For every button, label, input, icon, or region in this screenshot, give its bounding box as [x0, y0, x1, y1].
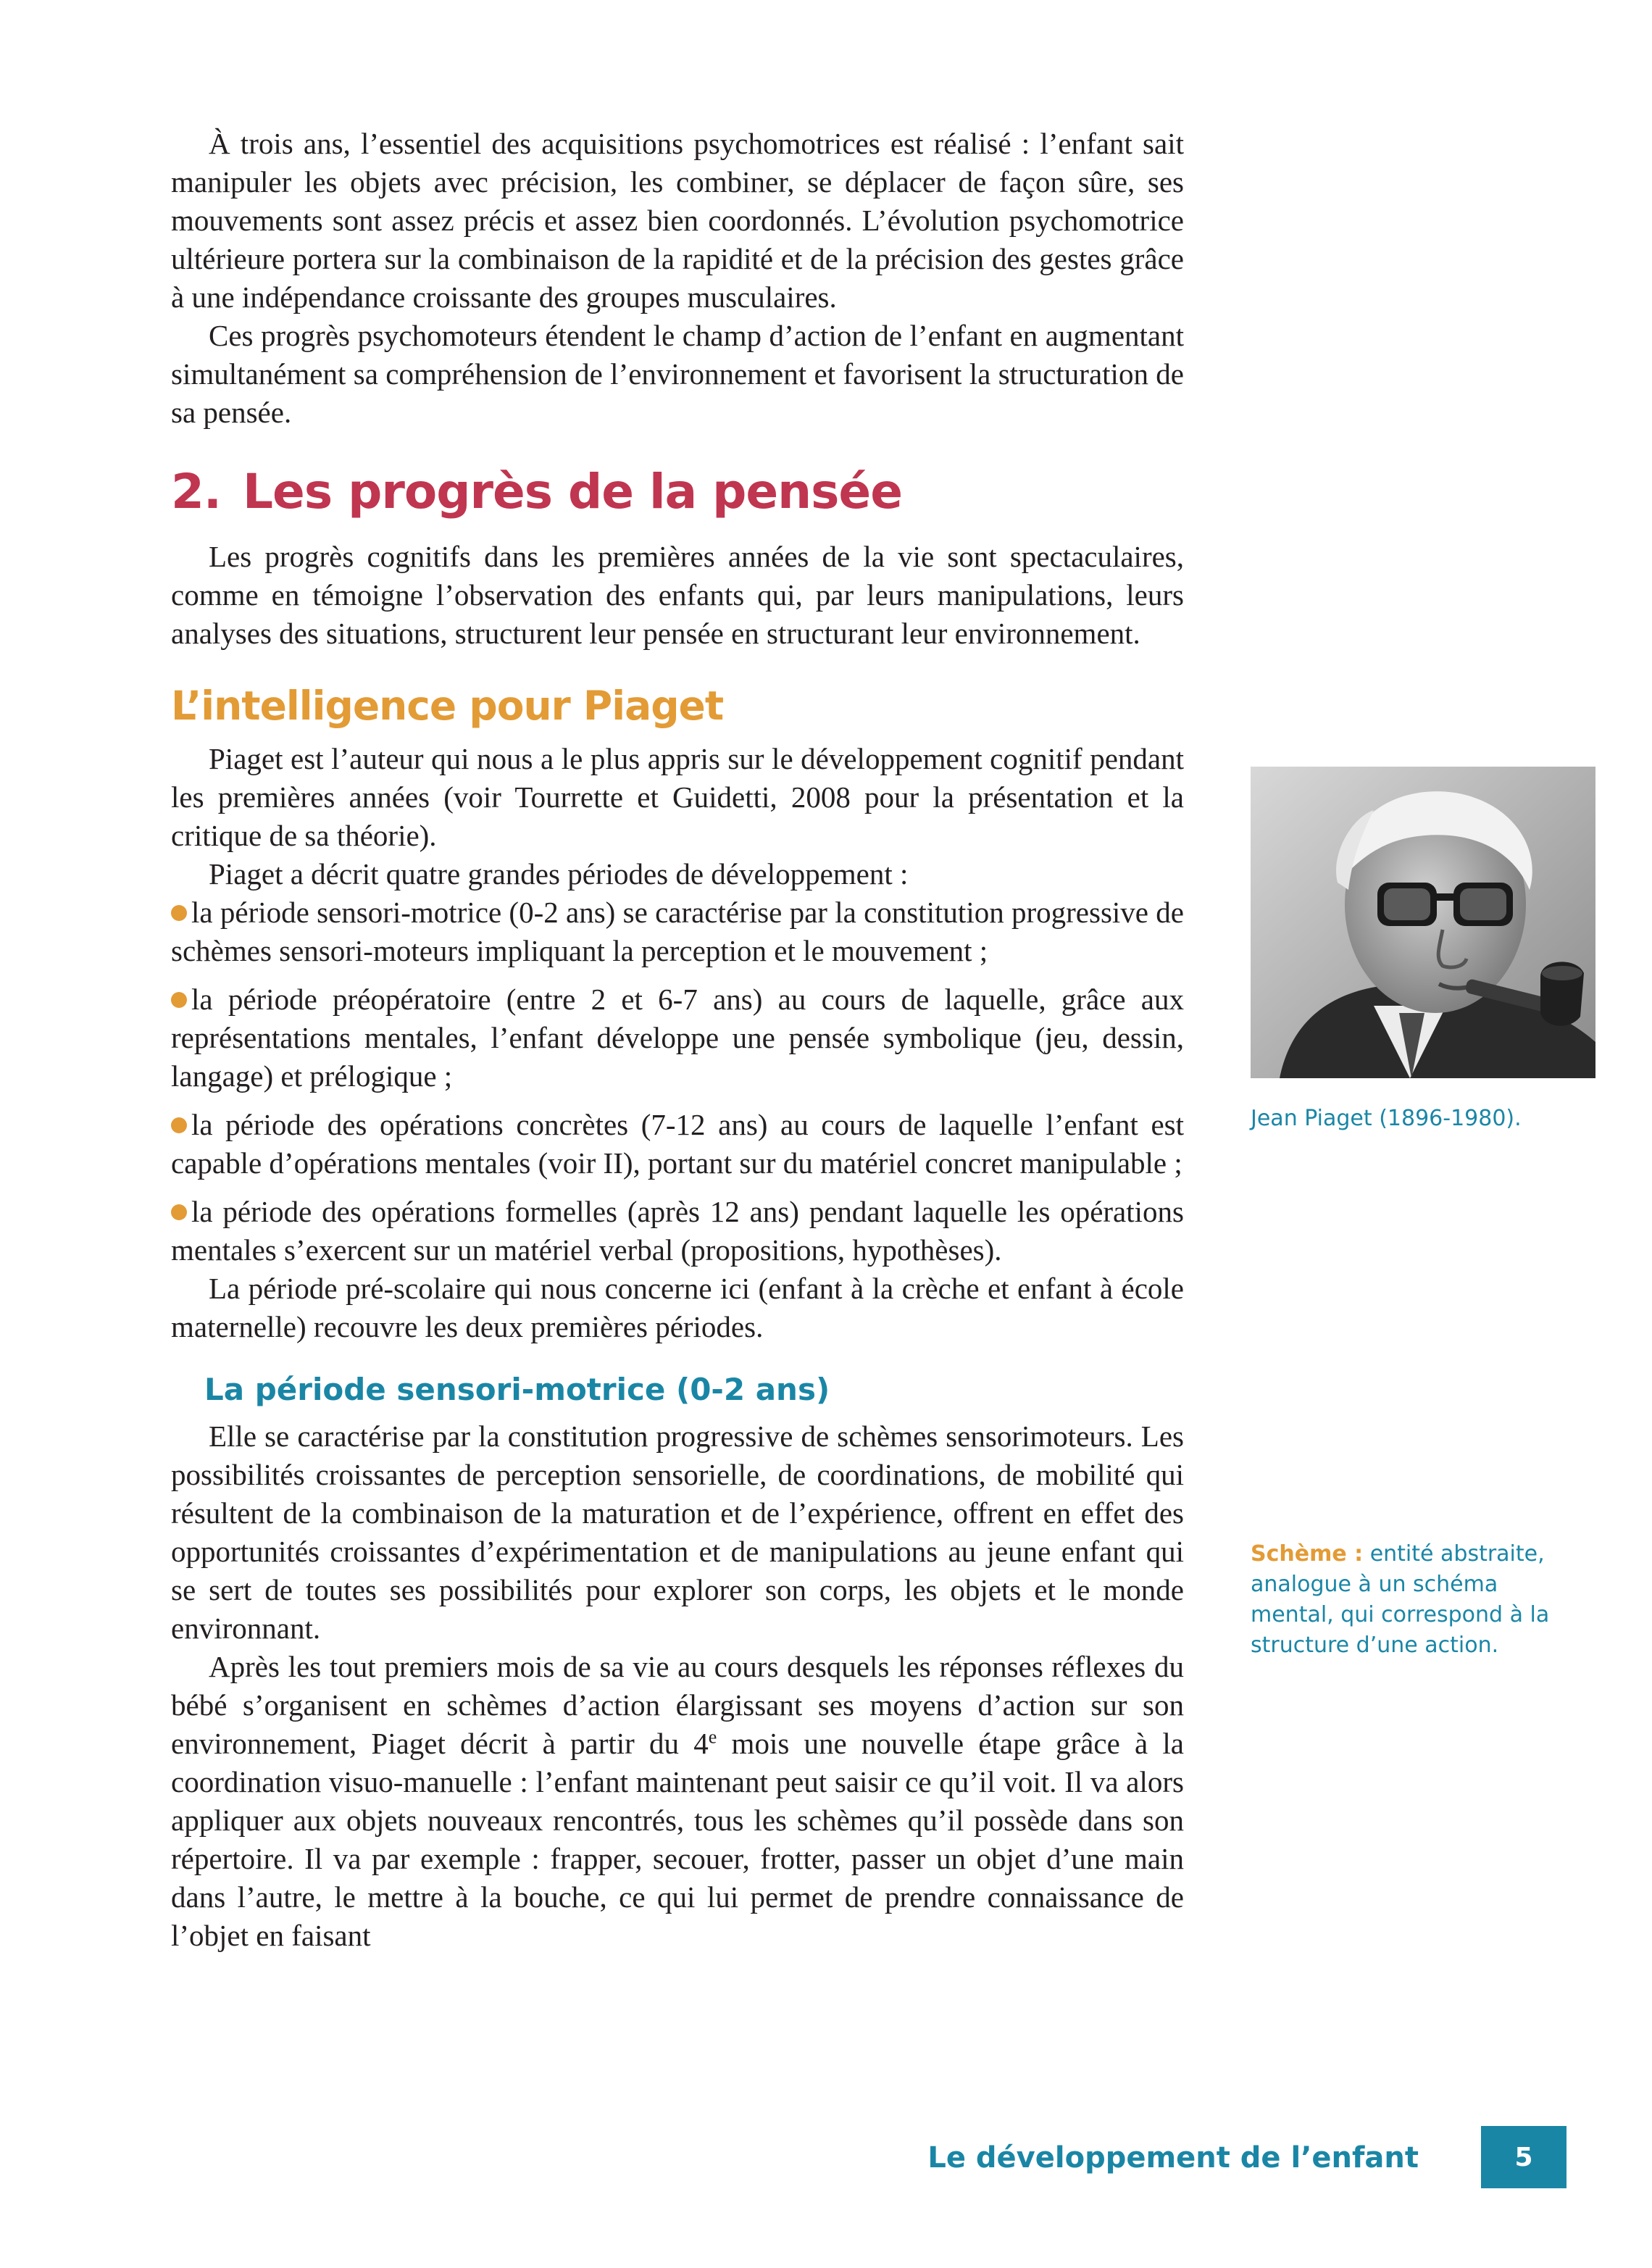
intro-paragraph-1: À trois ans, l’essentiel des acquisitions psychomotrices est réalisé : l’enfant sait manipuler les objets avec précision, les combiner, se déplacer de façon sûre, ses mouvements sont assez précis et assez bien coordonnés. L’évolution psychomotrice ultérieure portera sur la combinaison de la rapidité et de la précision des gestes grâce à une indépendance croissante des groupes musculaires.: [171, 127, 1184, 314]
text-fragment: Après les tout premiers mois de sa vie au cours desquels les réponses réflexes du bébé s’organisent en schèmes d’action élargissant ses moyens d’action sur son environnement, Piaget décrit à partir du 4: [171, 1650, 1184, 1760]
text-fragment: mois une nouvelle étape grâce à la coordination visuo-manuelle : l’enfant maintenant peut saisir ce qu’il voit. Il va alors appliquer aux objets nouveaux rencontrés, tous les schèmes qu’il possède dans son répertoire. Il va par exemple : frapper, secouer, frotter, passer un objet d’une main dans l’autre, le mettre à la bouche, ce qui lui permet de prendre connaissance de l’objet en faisant: [171, 1727, 1184, 1952]
sensorimotor-paragraph-2: [171, 1648, 1184, 1955]
piaget-portrait-photo: [1251, 767, 1595, 1078]
list-item: [171, 893, 1184, 970]
list-item-text: la période sensori-motrice (0-2 ans) se caractérise par la constitution progressive de schèmes sensori-moteurs impliquant la perception et le mouvement ;: [171, 896, 1184, 967]
glossary-term: Schème :: [1251, 1541, 1364, 1567]
photo-caption: Jean Piaget (1896-1980).: [1251, 1106, 1522, 1131]
superscript: e: [708, 1726, 717, 1748]
list-item: [171, 1193, 1184, 1270]
intro-paragraph-2: Ces progrès psychomoteurs étendent le champ d’action de l’enfant en augmentant simultanément sa compréhension de l’environnement et favorisent la structuration de sa pensée.: [171, 319, 1184, 429]
piaget-paragraph-1: Piaget est l’auteur qui nous a le plus appris sur le développement cognitif pendant les premières années (voir Tourrette et Guidetti, 2008 pour la présentation et la critique de sa théorie).: [171, 742, 1184, 852]
bullet-dot-icon: [171, 992, 187, 1008]
page-number: 5: [1481, 2126, 1567, 2188]
piaget-figure: [1251, 767, 1595, 1133]
section-heading: [171, 464, 1184, 520]
glossary-definition: entité abstraite, analogue à un schéma mental, qui correspond à la structure d’une action.: [1251, 1541, 1550, 1658]
bullet-dot-icon: [171, 1204, 187, 1220]
bullet-dot-icon: [171, 905, 187, 921]
piaget-heading: L’intelligence pour Piaget: [171, 683, 724, 729]
list-item: [171, 980, 1184, 1096]
piaget-paragraph-2: Piaget a décrit quatre grandes périodes de développement :: [209, 857, 909, 891]
list-item-text: la période des opérations concrètes (7-12 ans) au cours de laquelle l’enfant est capable d’opérations mentales (voir II), portant sur du matériel concret manipulable ;: [171, 1108, 1184, 1180]
list-item-text: la période des opérations formelles (après 12 ans) pendant laquelle les opérations mentales s’exercent sur un matériel verbal (propositions, hypothèses).: [171, 1195, 1184, 1267]
main-column: [171, 125, 1184, 1955]
section-title: Les progrès de la pensée: [243, 464, 902, 520]
section-paragraph: Les progrès cognitifs dans les premières années de la vie sont spectaculaires, comme en témoigne l’observation des enfants qui, par leurs manipulations, leurs analyses des situations, structurent leur pensée en structurant leur environnement.: [171, 540, 1184, 650]
list-item-text: la période préopératoire (entre 2 et 6-7 ans) au cours de laquelle, grâce aux représentations mentales, l’enfant développe une pensée symbolique (jeu, dessin, langage) et prélogique ;: [171, 983, 1184, 1093]
list-item: [171, 1106, 1184, 1183]
glossary-note: [1251, 1539, 1584, 1661]
piaget-paragraph-3: La période pré-scolaire qui nous concerne ici (enfant à la crèche et enfant à école maternelle) recouvre les deux premières périodes.: [171, 1272, 1184, 1343]
sensorimotor-heading: La période sensori-motrice (0-2 ans): [204, 1372, 830, 1407]
footer-book-title: Le développement de l’enfant: [927, 2141, 1419, 2175]
sensorimotor-paragraph-1: Elle se caractérise par la constitution progressive de schèmes sensorimoteurs. Les possibilités croissantes de perception sensorielle, de coordinations, de mobilité qui résultent de la combinaison de la maturation et de l’expérience, offrent en effet des opportunités croissantes d’expérimentation et de manipulations au jeune enfant qui se sert de toutes ses possibilités pour explorer son corps, les objets et le monde environnant.: [171, 1419, 1184, 1645]
section-number: 2.: [171, 464, 221, 520]
bullet-dot-icon: [171, 1117, 187, 1133]
periods-list: [171, 893, 1184, 1270]
